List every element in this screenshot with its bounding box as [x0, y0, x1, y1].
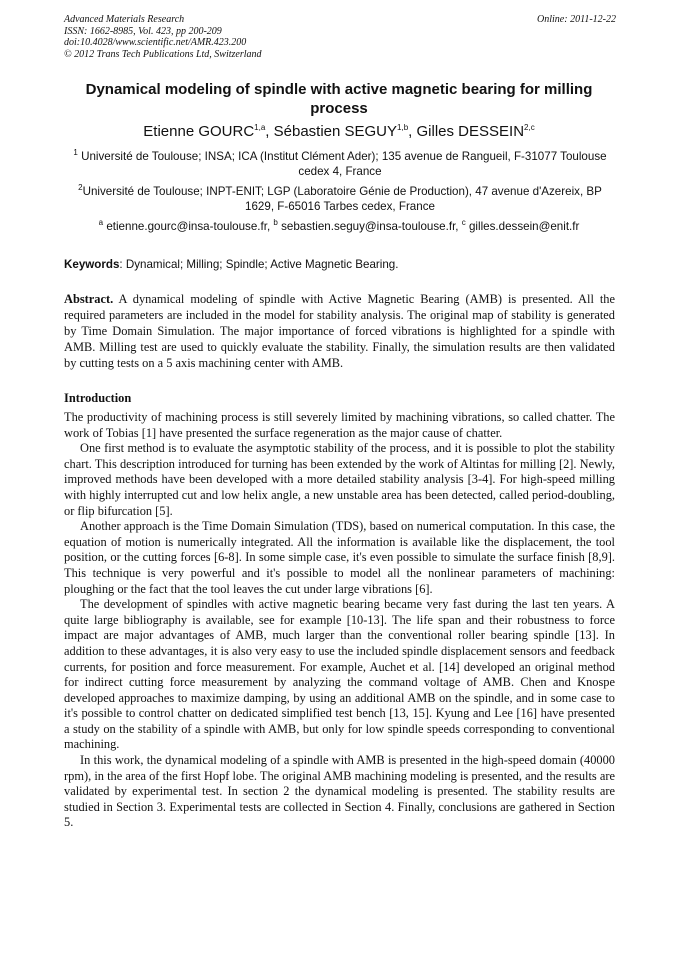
abstract-label: Abstract. — [64, 292, 114, 306]
journal-name: Advanced Materials Research — [64, 14, 185, 25]
keywords-text: : Dynamical; Milling; Spindle; Active Magnetic Bearing. — [119, 258, 399, 271]
email-link[interactable]: sebastien.seguy@insa-toulouse.fr — [281, 220, 456, 233]
doi-line: doi:10.4028/www.scientific.net/AMR.423.200 — [64, 37, 247, 48]
email-link[interactable]: etienne.gourc@insa-toulouse.fr — [106, 220, 267, 233]
author-superscript: 1,b — [397, 123, 409, 132]
body-paragraph: The development of spindles with active magnetic bearing became very fast during the last ten years. A quite large bibliography is available, see for example [10-13]. The life span and their robustness to force impact are major advantages of AMB, much larger than the conventional roller bearing spindle [13]. In addition to these advantages, it is also very easy to use the included spindle displacement sensors and feedback currents, for position and force measurement. For example, Auchet et al. [14] developed an original method for indirect cutting force measurement by analyzing the command voltage of AMB. Chen and Knospe developed approaches to maximize damping, by using an additional AMB on the spindle, and in some case to it's possible to control chatter on dedicated simplified test bench [13, 15]. Kyung and Lee [16] have presented a study on the stability of a spindle with AMB, but only for low spindle speeds corresponding to conventional machining. — [64, 597, 615, 752]
body-paragraph: One first method is to evaluate the asymptotic stability of the process, and it is possible to plot the stability chart. This description introduced for turning has been extended by the work of Altintas for milling [2]. Newly, improved methods have been developed with a more detailed stability analysis [3-4]. For high-speed milling with highly interrupted cut and low helix angle, a new unstable area has been detected, called period-doubling, or flip bifurcation [5]. — [64, 441, 615, 518]
issn-line: ISSN: 1662-8985, Vol. 423, pp 200-209 — [64, 25, 222, 37]
abstract — [64, 291, 615, 371]
author-superscript: 1,a — [254, 123, 266, 132]
author-separator: , — [265, 123, 274, 140]
body-paragraph: Another approach is the Time Domain Simulation (TDS), based on numerical computation. In this case, the equation of motion is numerically integrated. All the information is available like the displacement, the tool position, or the cutting forces [6-8]. In some simple case, it's even possible to simulate the surface finish [8,9]. This technique is very powerful and it's possible to model all the nonlinear parameters of machining: ploughing or the fact that the tool leaves the cut under large vibrations [6]. — [64, 519, 615, 596]
author-superscript: 2,c — [524, 123, 535, 132]
affiliation-text: Université de Toulouse; INSA; ICA (Institut Clément Ader); 135 avenue de Rangueil, F-31077 Toulouse cedex 4, France — [81, 150, 607, 178]
journal-header — [64, 14, 616, 60]
abstract-text: A dynamical modeling of spindle with Active Magnetic Bearing (AMB) is presented. All the required parameters are included in the model for stability analysis. The original map of stability is generated by Time Domain Simulation. The major importance of forced vibrations is highlighted for a spindle with AMB. Milling test are used to quickly evaluate the stability. Finally, the simulation results are then validated by cutting tests on a 5 axis machining center with AMB. — [64, 292, 615, 370]
body-paragraph: In this work, the dynamical modeling of a spindle with AMB is presented in the high-speed domain (40000 rpm), in the area of the first Hopf lobe. The original AMB machining modeling is presented, and the results are validated by experimental test. In section 2 the dynamical modeling is presented. The stability results are studied in Section 3. Experimental tests are collected in Section 4. Finally, conclusions are gathered in Section 5. — [64, 753, 615, 830]
author-separator: , — [408, 123, 417, 140]
online-date: Online: 2011-12-22 — [537, 14, 616, 25]
author-name: Gilles DESSEIN — [416, 123, 525, 140]
keywords — [64, 257, 616, 272]
affiliation-superscript: 1 — [73, 148, 78, 158]
section-heading: Introduction — [64, 391, 132, 405]
copyright-line: © 2012 Trans Tech Publications Ltd, Switzerland — [64, 48, 262, 60]
author-name: Etienne GOURC — [143, 123, 255, 140]
affiliation — [64, 149, 616, 179]
email-superscript: c — [461, 218, 466, 228]
affiliation — [64, 184, 616, 214]
email-link[interactable]: gilles.dessein@enit.fr — [468, 220, 580, 233]
section-body — [64, 410, 615, 831]
body-paragraph: The productivity of machining process is still severely limited by machining vibrations, so called chatter. The work of Tobias [1] have presented the surface regeneration as the major cause of chatter. — [64, 410, 615, 440]
email-list: $^a$ etienne.gourc@insa-toulouse.fr, $^b$ sebastien.seguy@insa-toulouse.fr, $^c$ gilles.dessein@enit.fr — [98, 218, 580, 233]
email-superscript: a — [98, 218, 104, 228]
keywords-label: Keywords — [64, 258, 120, 271]
author-list — [60, 122, 618, 142]
author-name: Sébastien SEGUY — [273, 123, 398, 140]
email-superscript: b — [273, 218, 278, 228]
affiliation-text: Université de Toulouse; INPT-ENIT; LGP (Laboratoire Génie de Production), 47 avenue d'Azereix, BP 1629, F-65016 Tarbes cedex, France — [82, 185, 602, 213]
paper-title: Dynamical modeling of spindle with active magnetic bearing for milling process — [85, 81, 593, 117]
affiliation-superscript: 2 — [78, 183, 83, 193]
